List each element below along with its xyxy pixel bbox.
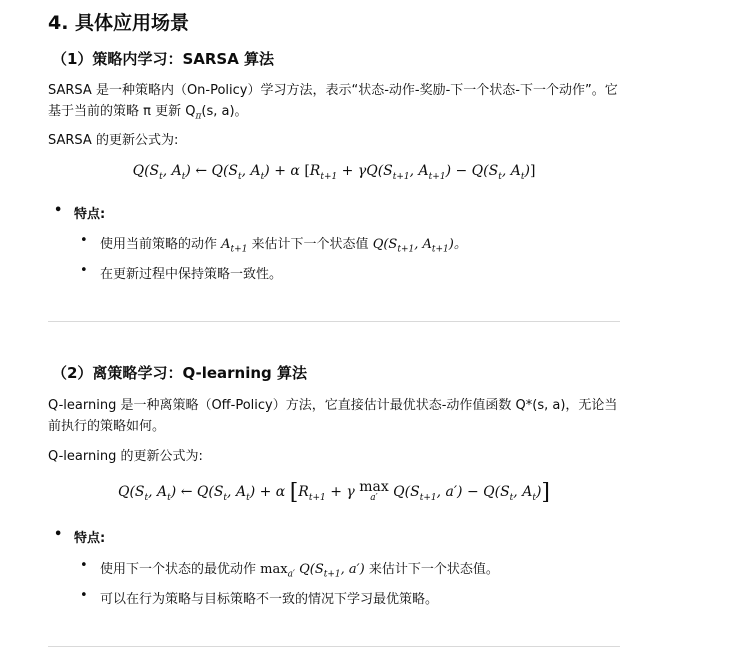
sarsa-update-formula: $Q(S_t$, $A_t$) ← $Q(S_t$, $A_t) + \alpha$ [$R_{t+1} + \gamma Q(S_{t+1}$, $A_{t+1}) - Q(S_t$, $A_t$)]: [132, 163, 536, 182]
qlearning-heading: （2）离策略学习：Q-learning 算法: [52, 364, 307, 382]
qlearning-update-formula: $Q(S_t$, $A_t$) ← $Q(S_t$, $A_t) + \alpha$ [$R_{t+1} + \gamma$ max a′ $Q(S_{t+1}$, $a') - Q(S_t$, $A_t$)]: [117, 479, 550, 505]
section-divider: [48, 321, 620, 322]
sarsa-features-label: • 特点:: [56, 203, 105, 222]
sarsa-heading: （1）策略内学习：SARSA 算法: [52, 50, 275, 68]
qlearning-features-label: • 特点:: [56, 527, 105, 546]
qlearning-feature-item: • 使用下一个状态的最优动作 $\max_{a'} Q(S_{t+1}$, a′) 来估计下一个状态值。: [82, 558, 499, 580]
sarsa-feature-item: • 在更新过程中保持策略一致性。: [82, 263, 282, 282]
sarsa-feature-item: • 使用当前策略的动作 $A_{t+1}$ 来估计下一个状态值 $Q(S_{t+1}$, $A_{t+1}$)。: [82, 233, 467, 255]
sarsa-formula-label: SARSA 的更新公式为:: [48, 133, 179, 148]
section-divider: [48, 646, 620, 647]
qlearning-intro: Q-learning 是一种离策略（Off-Policy）方法，它直接估计最优状态-动作值函数 Q*(s, a)，无论当 前执行的策略如何。: [48, 398, 618, 434]
sarsa-intro: SARSA 是一种策略内（On-Policy）学习方法，表示“状态-动作-奖励-下一个状态-下一个动作”。它 基于当前的策略 π 更新 $Q_\pi(s$, a)。: [48, 83, 618, 122]
qlearning-feature-item: • 可以在行为策略与目标策略不一致的情况下学习最优策略。: [82, 588, 438, 607]
qlearning-formula-label: Q-learning 的更新公式为:: [48, 449, 203, 464]
section-title: 4. 具体应用场景: [48, 12, 190, 34]
